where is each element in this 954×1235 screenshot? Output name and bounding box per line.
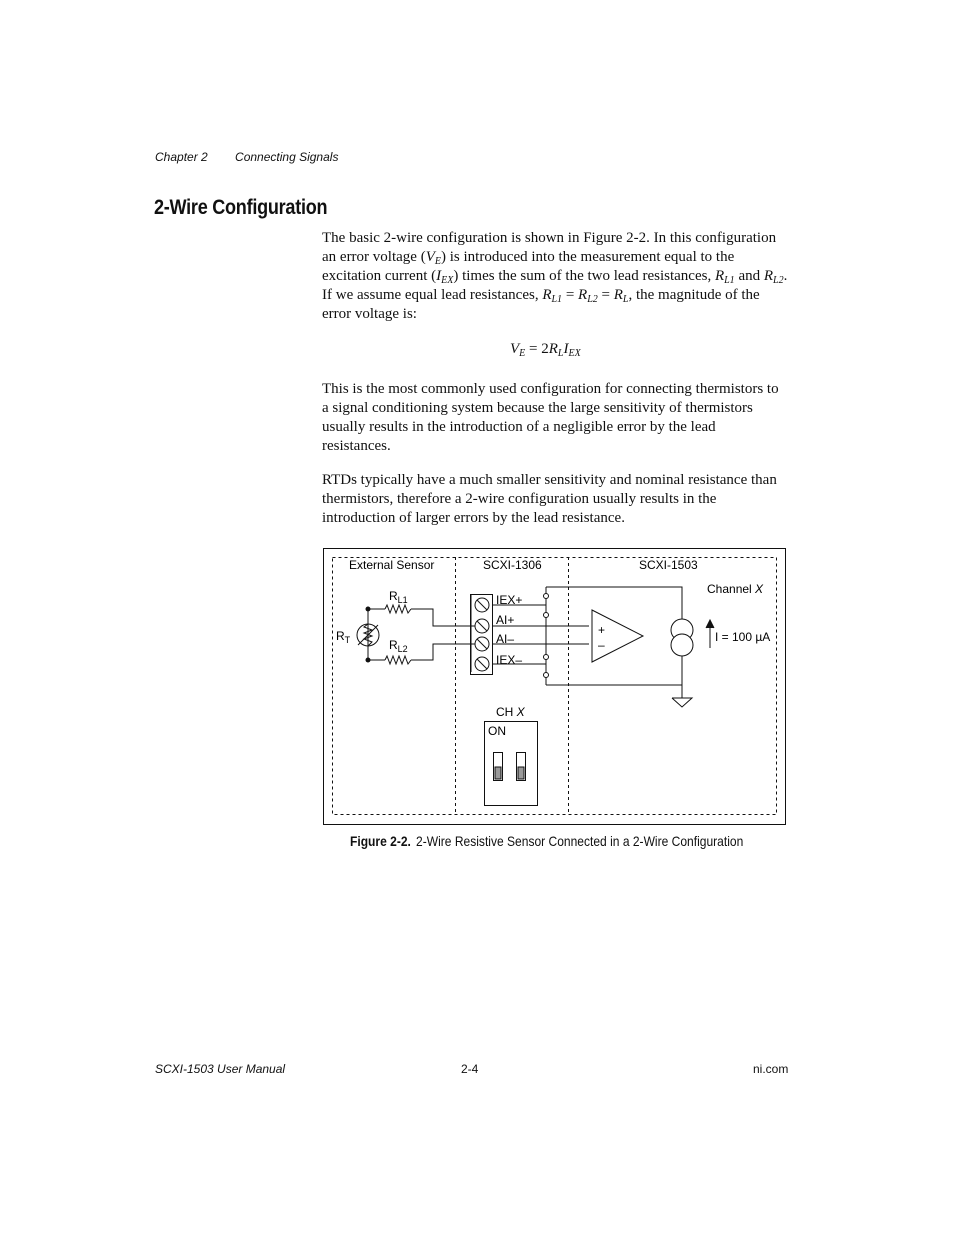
caption-text: 2-Wire Resistive Sensor Connected in a 2-Wire Configuration <box>416 833 744 849</box>
amplifier-minus: – <box>598 638 605 652</box>
dip-switch-on-label: ON <box>488 724 506 738</box>
footer-url: ni.com <box>753 1062 789 1076</box>
caption-label: Figure 2-2. <box>350 833 411 849</box>
header-section: Connecting Signals <box>235 150 339 164</box>
label-rt: $R_T$ <box>336 629 351 645</box>
label-external-sensor: External Sensor <box>349 558 435 572</box>
amplifier-plus: + <box>598 623 606 637</box>
wiring-lines <box>368 587 714 707</box>
header-chapter: Chapter 2 <box>155 150 208 164</box>
paragraph-rtds: RTDs typically have a much smaller sensitivity and nominal resistance than thermistors, therefore a 2-wire configuration usually results in the introduction of larger errors by the lead resistance. <box>322 472 777 526</box>
terminal-screws <box>475 598 489 671</box>
paragraph-thermistors: This is the most commonly used configuration for connecting thermistors to a signal conditioning system because the large sensitivity of thermistors usually results in the introduction of a negligible error by the lead resistances. <box>322 381 779 454</box>
section-title: 2-Wire Configuration <box>154 196 328 219</box>
terminal-ai-minus: AI– <box>496 632 515 646</box>
footer-manual: SCXI-1503 User Manual <box>155 1062 286 1076</box>
terminal-ai-plus: AI+ <box>496 613 515 627</box>
paragraph-intro: The basic 2-wire configuration is shown in Figure 2-2. In this configuration an error voltage $(V_E)$ is introduced into the measurement equal to the excitation current $(I_{EX})$ times the sum of the two lead resistances, $R_{L1}$ and $R_{L2}$. If we assume equal lead resistances, $R_{L1} = R_{L2} = R_L$, the magnitude of the error voltage is: <box>322 230 788 322</box>
label-rl1: $R_{L1}$ <box>389 589 408 605</box>
label-rl2: $R_{L2}$ <box>389 638 408 654</box>
wiring-diagram <box>323 548 786 825</box>
label-current: I = 100 µA <box>715 630 771 644</box>
figure-caption <box>350 833 743 849</box>
running-header <box>155 150 338 164</box>
terminal-iex-plus: IEX+ <box>496 593 523 607</box>
label-ch-x: CH X <box>496 705 525 719</box>
label-scxi-1306: SCXI-1306 <box>483 558 542 572</box>
terminal-iex-minus: IEX– <box>496 653 523 667</box>
label-channel: Channel X <box>707 582 764 596</box>
error-voltage-equation: $V_E = 2R_LI_{EX}$ <box>510 341 581 359</box>
current-source-symbol <box>671 619 693 656</box>
label-scxi-1503: SCXI-1503 <box>639 558 698 572</box>
footer-page-number: 2-4 <box>461 1062 479 1076</box>
